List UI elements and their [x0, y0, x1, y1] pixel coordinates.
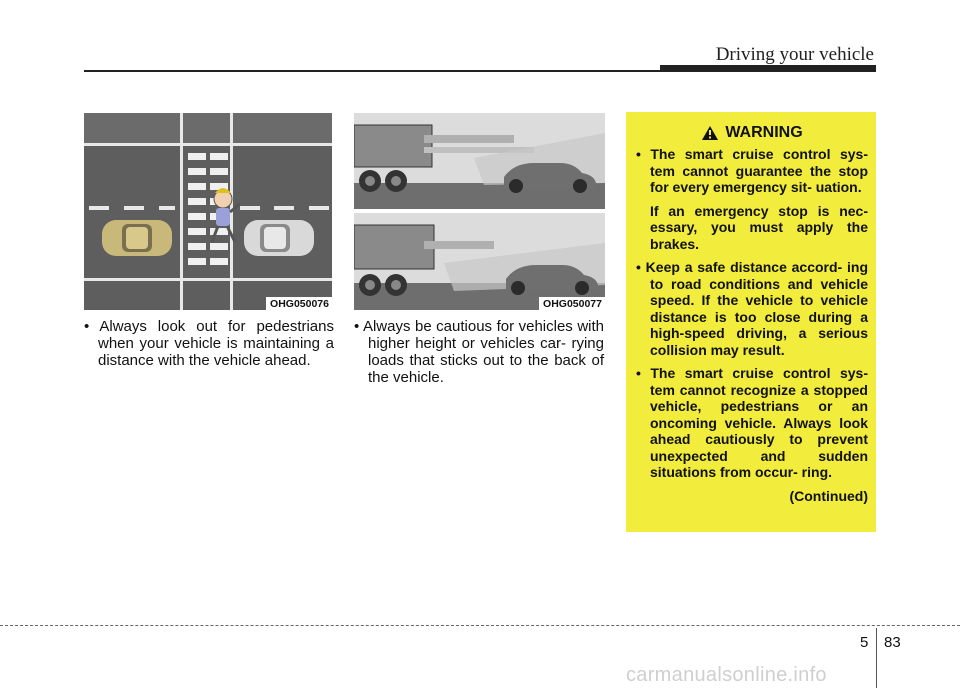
- warning-box: [626, 112, 876, 532]
- bullet-paragraph: • Always look out for pedestrians when your vehicle is maintaining a distance with the vehicle ahead.: [84, 318, 334, 369]
- page-number-divider: [876, 628, 877, 688]
- figure-crosswalk: [84, 113, 332, 310]
- chapter-number: 5: [860, 634, 869, 651]
- figure-truck-loads: [354, 113, 605, 310]
- header-bar: [660, 65, 876, 72]
- figure-code: OHG050076: [266, 297, 332, 310]
- warning-triangle-icon: [701, 125, 719, 141]
- white-car-icon: [244, 220, 314, 256]
- section-title: Driving your vehicle: [715, 44, 874, 65]
- yellow-car-icon: [102, 220, 172, 256]
- pedestrian-text: [84, 318, 334, 369]
- crosswalk-illustration: [84, 113, 332, 310]
- warning-item: • The smart cruise control sys- tem cannot guarantee the stop for every emergency sit- uation.: [636, 146, 868, 195]
- warning-header: [636, 124, 868, 142]
- continued-label: (Continued): [789, 487, 868, 504]
- bullet-paragraph: • Always be cautious for vehicles with higher height or vehicles car- rying loads that sticks out to the back of the vehicle.: [354, 318, 604, 386]
- cargo-text: [354, 318, 604, 386]
- warning-title: WARNING: [725, 124, 803, 141]
- warning-subitem: If an emergency stop is nec- essary, you must apply the brakes.: [650, 202, 868, 252]
- warning-item: • The smart cruise control sys- tem cannot recognize a stopped vehicle, pedestrians or an oncoming vehicle. Always look ahead cautiously to prevent unexpected and sudden situations from occur- ring.: [636, 365, 868, 480]
- figure-code: OHG050077: [539, 297, 605, 310]
- watermark: carmanualsonline.info: [626, 664, 827, 686]
- warning-item: • Keep a safe distance accord- ing to road conditions and vehicle speed. If the vehicle to vehicle distance is too close during a high-speed driving, a serious collision may result.: [636, 259, 868, 358]
- page-number: 83: [884, 634, 901, 651]
- footer-rule: [0, 625, 960, 626]
- truck-illustration: [354, 113, 605, 310]
